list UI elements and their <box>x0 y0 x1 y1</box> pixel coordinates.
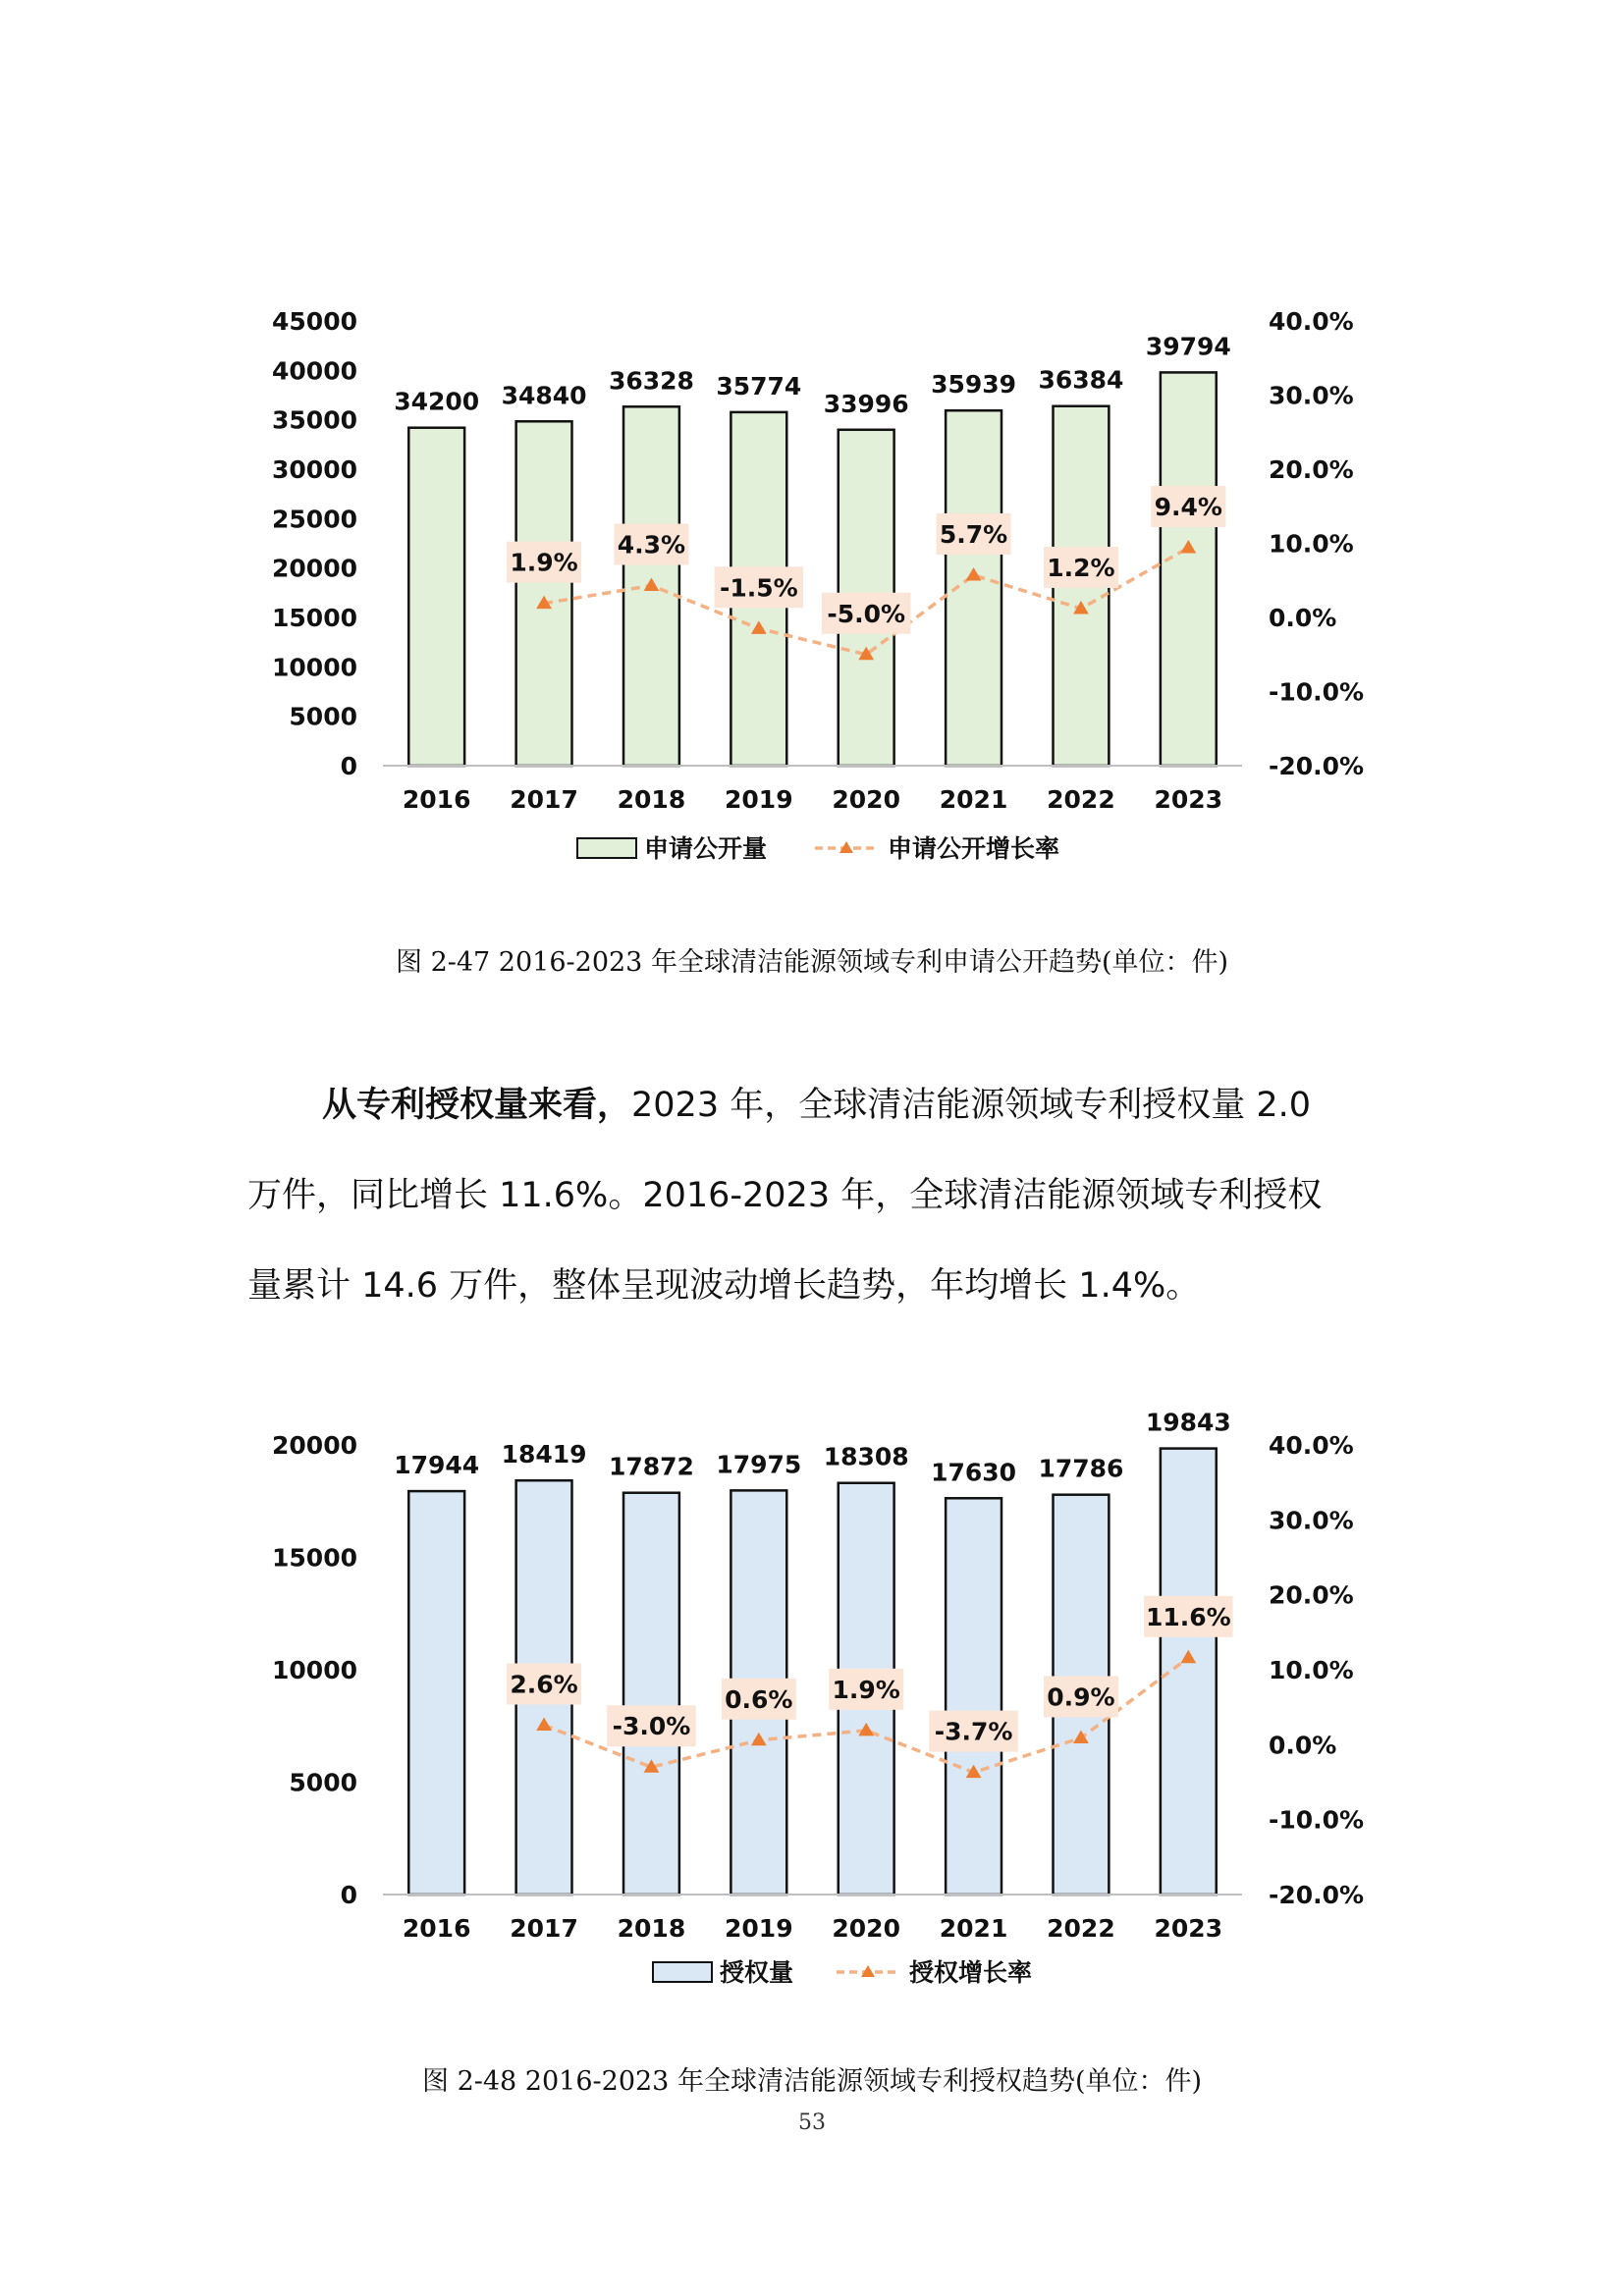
bar-value-label: 18419 <box>501 1440 587 1469</box>
y2-axis-tick-label: 20.0% <box>1269 455 1354 484</box>
y-axis-tick-label: 25000 <box>272 505 357 534</box>
y2-axis-tick-label: 30.0% <box>1269 1506 1354 1535</box>
bar-2016 <box>408 1491 464 1895</box>
y-axis-tick-label: 5000 <box>289 702 357 731</box>
growth-rate-label: 9.4% <box>1154 493 1222 522</box>
legend-bar-label: 申请公开量 <box>644 834 768 863</box>
y-axis-tick-label: 45000 <box>272 307 357 336</box>
growth-rate-label: 0.9% <box>1047 1682 1115 1712</box>
growth-rate-label: -5.0% <box>827 599 906 628</box>
y-axis-tick-label: 15000 <box>272 1543 357 1573</box>
y-axis-tick-label: 5000 <box>289 1768 357 1797</box>
y-axis-tick-label: 30000 <box>272 455 357 484</box>
y2-axis-tick-label: 0.0% <box>1269 1731 1337 1760</box>
x-axis-tick-label: 2018 <box>617 785 686 814</box>
y-axis-tick-label: 35000 <box>272 405 357 435</box>
x-axis-tick-label: 2016 <box>402 785 471 814</box>
y2-axis-tick-label: -10.0% <box>1269 677 1365 707</box>
x-axis-tick-label: 2017 <box>510 785 578 814</box>
bar-value-label: 18308 <box>823 1442 909 1471</box>
growth-rate-label: 0.6% <box>725 1684 793 1714</box>
legend-line-label: 授权增长率 <box>909 1958 1033 1987</box>
y-axis-tick-label: 10000 <box>272 653 357 682</box>
paragraph-lead: 从专利授权量来看， <box>322 1086 632 1125</box>
paragraph-line-1-text: 2023 年，全球清洁能源领域专利授权量 2.0 <box>631 1086 1312 1125</box>
bar-value-label: 39794 <box>1145 332 1231 361</box>
bar-2017 <box>516 421 572 766</box>
y-axis-tick-label: 0 <box>340 1881 357 1909</box>
bar-2016 <box>408 428 464 766</box>
figure-2-47-caption: 图 2-47 2016-2023 年全球清洁能源领域专利申请公开趋势(单位：件) <box>395 947 1229 978</box>
growth-rate-label: 4.3% <box>617 530 686 560</box>
paragraph-line-1 <box>247 1060 1386 1150</box>
page-number: 53 <box>798 2110 826 2135</box>
patent-grant-chart <box>0 1409 1624 1998</box>
paragraph-line-2: 万件，同比增长 11.6%。2016-2023 年，全球清洁能源领域专利授权 <box>247 1176 1323 1215</box>
x-axis-tick-label: 2023 <box>1154 785 1223 814</box>
bar-value-label: 17630 <box>931 1458 1017 1487</box>
y2-axis-tick-label: -10.0% <box>1269 1805 1365 1835</box>
bar-value-label: 34200 <box>394 387 480 416</box>
bar-value-label: 17944 <box>394 1451 480 1480</box>
bar-value-label: 33996 <box>823 389 909 418</box>
y2-axis-tick-label: 0.0% <box>1269 604 1337 632</box>
bar-value-label: 17975 <box>716 1450 802 1479</box>
growth-rate-label: 1.2% <box>1047 553 1115 582</box>
x-axis-tick-label: 2021 <box>939 1914 1008 1943</box>
y2-axis-tick-label: 20.0% <box>1269 1580 1354 1610</box>
patent-publication-chart <box>0 285 1624 893</box>
legend-bar-swatch <box>653 1962 712 1982</box>
y2-axis-tick-label: 40.0% <box>1269 1431 1354 1460</box>
y2-axis-tick-label: -20.0% <box>1269 752 1365 780</box>
growth-rate-label: -3.0% <box>612 1712 691 1741</box>
growth-rate-label: 1.9% <box>510 548 578 577</box>
legend-bar-swatch <box>577 838 636 858</box>
x-axis-tick-label: 2018 <box>617 1914 686 1943</box>
body-paragraph <box>247 1060 1386 1331</box>
bar-value-label: 35774 <box>716 371 802 400</box>
x-axis-tick-label: 2016 <box>402 1914 471 1943</box>
x-axis-tick-label: 2019 <box>725 1914 793 1943</box>
x-axis-tick-label: 2017 <box>510 1914 578 1943</box>
x-axis-tick-label: 2022 <box>1047 1914 1115 1943</box>
y-axis-tick-label: 20000 <box>272 554 357 583</box>
y-axis-tick-label: 40000 <box>272 356 357 386</box>
bar-2018 <box>623 1493 679 1895</box>
x-axis-tick-label: 2021 <box>939 785 1008 814</box>
y-axis-tick-label: 15000 <box>272 604 357 632</box>
figure-2-48-caption: 图 2-48 2016-2023 年全球清洁能源领域专利授权趋势(单位：件) <box>421 2066 1203 2097</box>
x-axis-tick-label: 2022 <box>1047 785 1115 814</box>
y2-axis-tick-label: 30.0% <box>1269 381 1354 410</box>
growth-rate-label: 11.6% <box>1145 1602 1231 1631</box>
y-axis-tick-label: 20000 <box>272 1431 357 1460</box>
paragraph-line-3: 量累计 14.6 万件，整体呈现波动增长趋势，年均增长 1.4%。 <box>247 1266 1201 1306</box>
legend-line-label: 申请公开增长率 <box>888 834 1060 863</box>
bar-value-label: 36328 <box>608 366 694 396</box>
growth-rate-label: 1.9% <box>832 1675 900 1704</box>
growth-rate-label: -1.5% <box>719 573 798 603</box>
bar-2021 <box>946 1498 1001 1895</box>
y-axis-tick-label: 10000 <box>272 1656 357 1684</box>
y-axis-tick-label: 0 <box>340 752 357 780</box>
legend-bar-label: 授权量 <box>720 1958 794 1987</box>
y2-axis-tick-label: 10.0% <box>1269 1656 1354 1684</box>
bar-value-label: 17786 <box>1038 1454 1124 1483</box>
bar-value-label: 19843 <box>1145 1409 1231 1437</box>
y2-axis-tick-label: -20.0% <box>1269 1881 1365 1909</box>
x-axis-tick-label: 2020 <box>832 1914 900 1943</box>
bar-value-label: 34840 <box>501 381 587 410</box>
bar-value-label: 17872 <box>608 1452 694 1481</box>
x-axis-tick-label: 2023 <box>1154 1914 1223 1943</box>
bar-value-label: 35939 <box>931 370 1017 400</box>
bar-2023 <box>1161 1449 1217 1895</box>
bar-2023 <box>1161 372 1217 766</box>
growth-rate-label: -3.7% <box>934 1717 1013 1746</box>
growth-rate-label: 2.6% <box>510 1670 578 1699</box>
growth-rate-label: 5.7% <box>939 519 1008 549</box>
x-axis-tick-label: 2019 <box>725 785 793 814</box>
y2-axis-tick-label: 10.0% <box>1269 529 1354 559</box>
y2-axis-tick-label: 40.0% <box>1269 307 1354 336</box>
bar-value-label: 36384 <box>1038 365 1124 395</box>
x-axis-tick-label: 2020 <box>832 785 900 814</box>
